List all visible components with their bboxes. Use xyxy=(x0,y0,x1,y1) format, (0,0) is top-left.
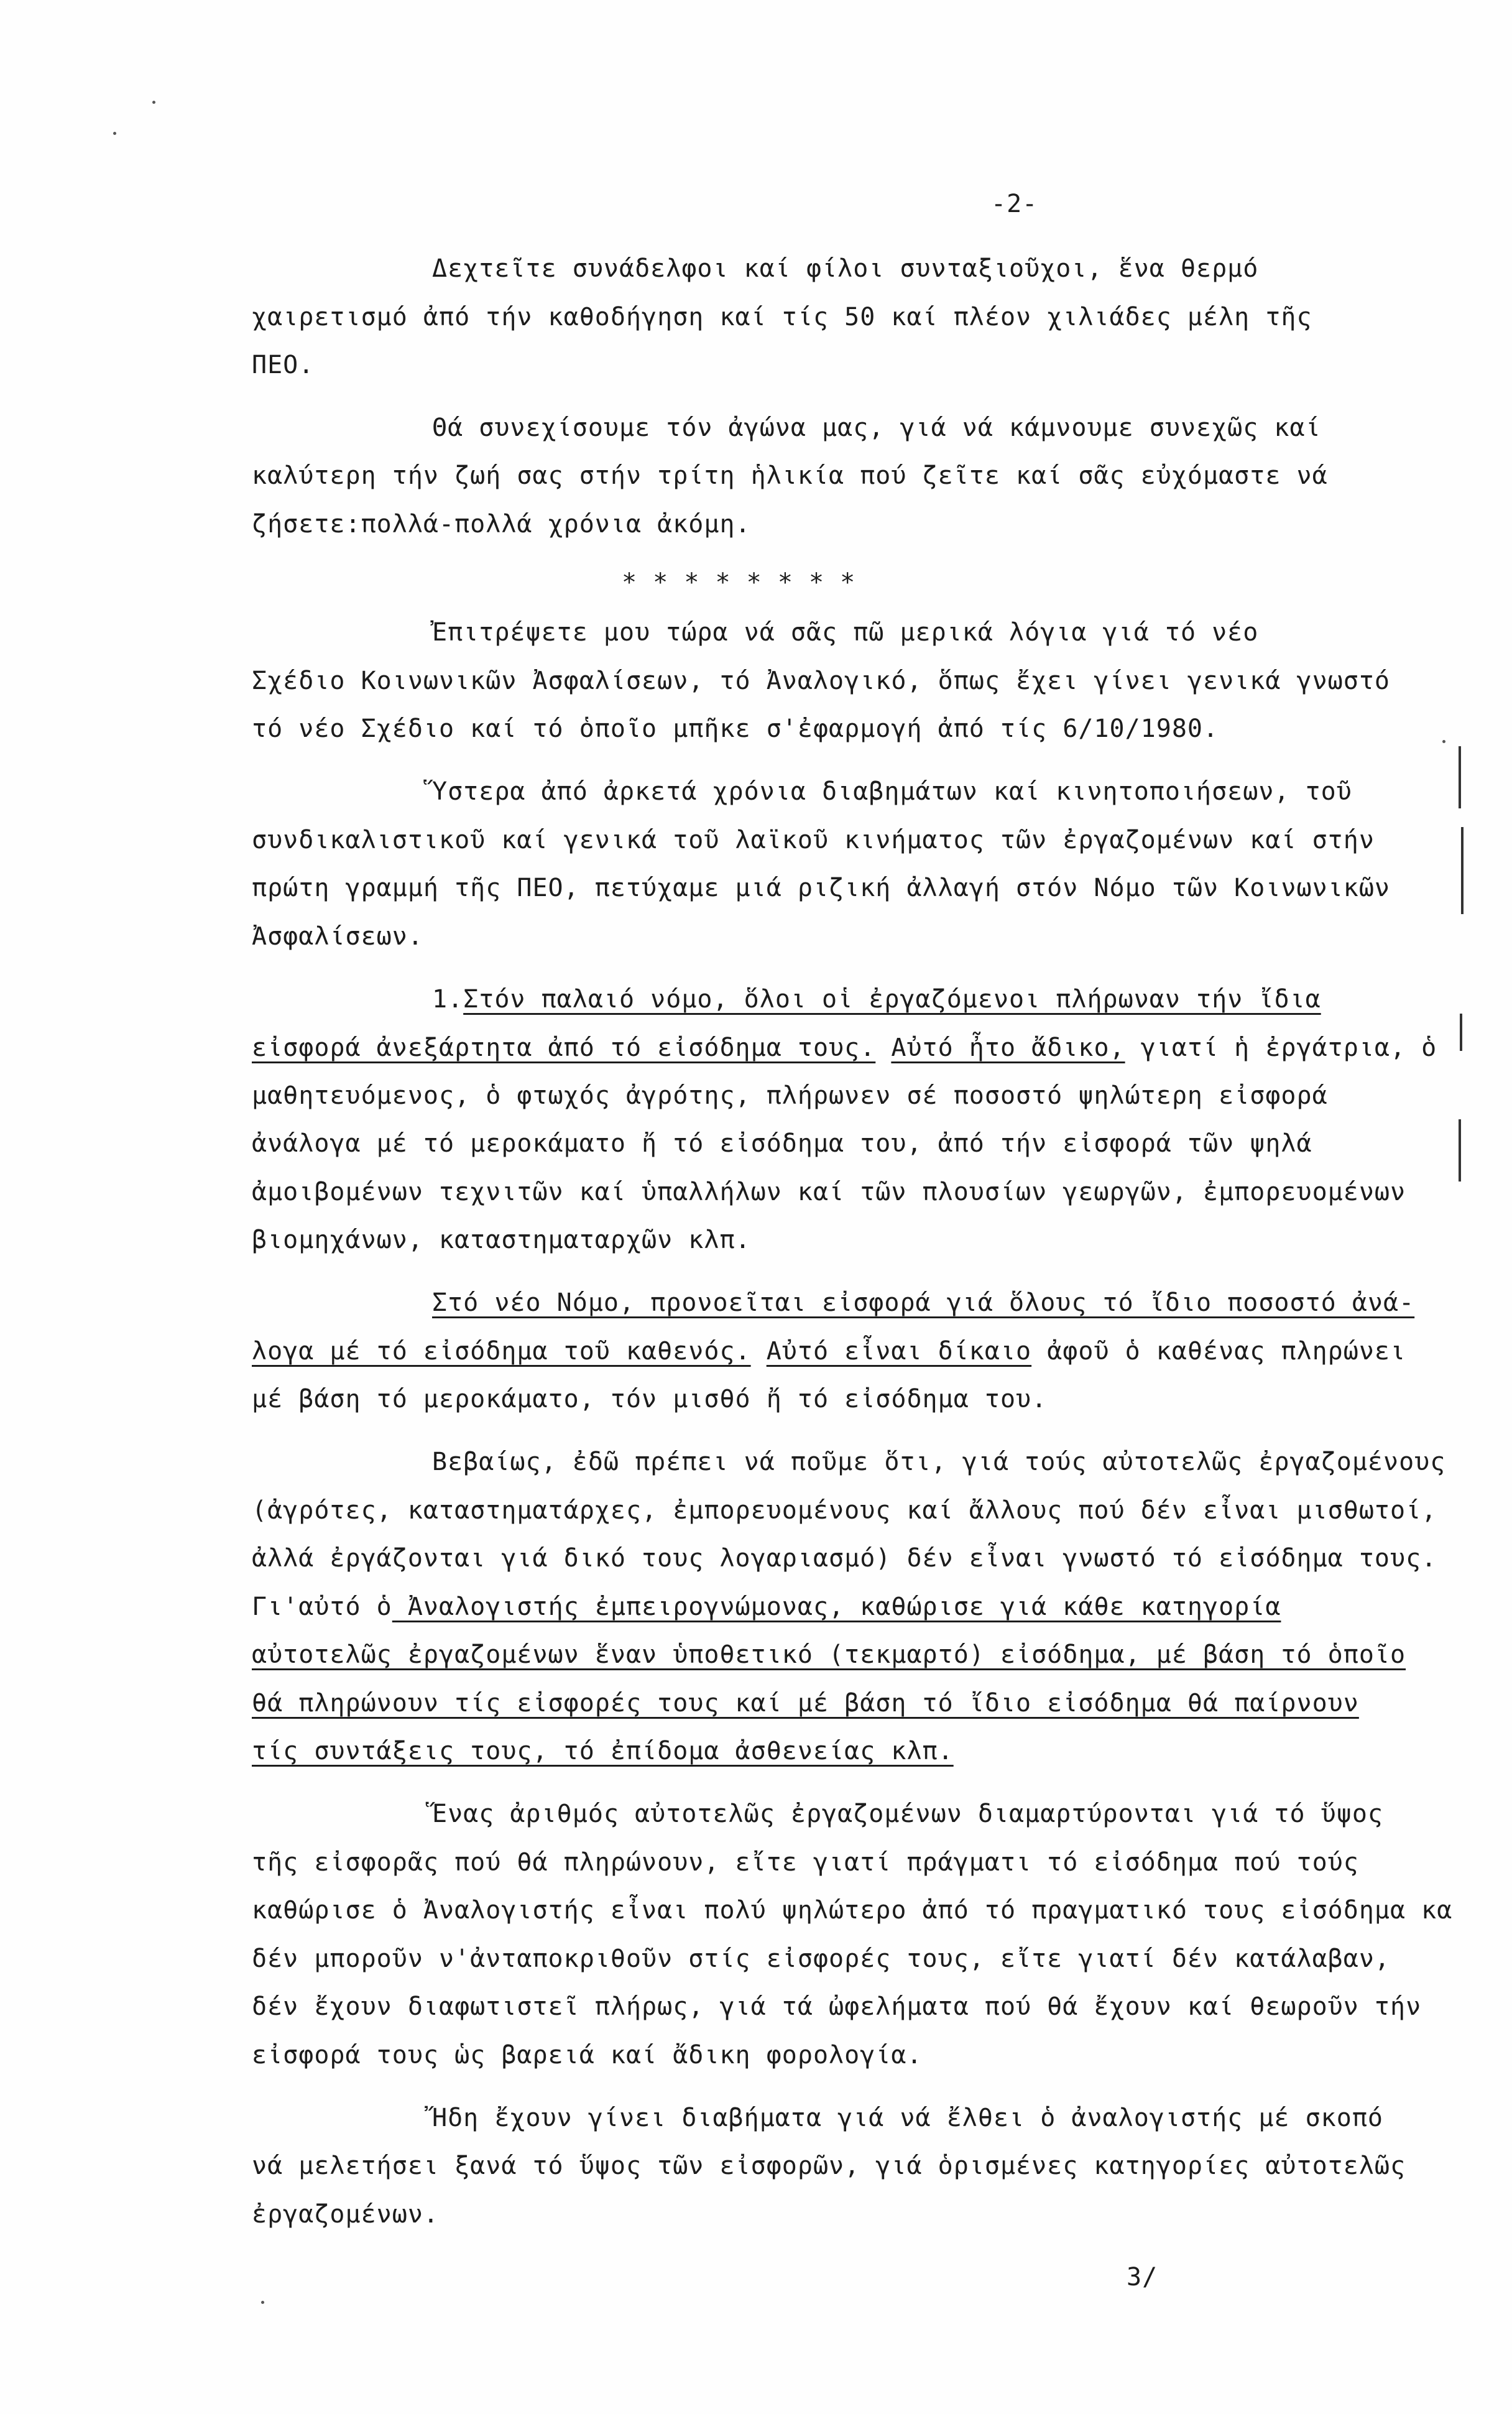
list-number: 1. xyxy=(432,985,464,1014)
text-line: βιομηχάνων, καταστηματαρχῶν κλπ. xyxy=(252,1226,751,1254)
underlined-text: λογα μέ τό εἰσόδημα τοῦ καθενός. xyxy=(252,1337,751,1366)
underlined-text: τίς συντάξεις τους, τό ἐπίδομα ἀσθενείας κλπ. xyxy=(252,1737,954,1765)
text-line: Θά συνεχίσουμε τόν ἀγώνα μας, γιά νά κάμνουμε συνεχῶς καί xyxy=(432,414,1321,442)
text-line: Βεβαίως, ἐδῶ πρέπει νά ποῦμε ὅτι, γιά τούς αὐτοτελῶς ἐργαζομένους xyxy=(432,1448,1446,1476)
underlined-text: Αὐτό ἦτο ἄδικο, xyxy=(891,1034,1125,1062)
text-line: (ἀγρότες, καταστηματάρχες, ἐμπορευομένους καί ἄλλους πού δέν εἶναι μισθωτοί, xyxy=(252,1496,1437,1525)
text-line: Ἤδη ἔχουν γίνει διαβήματα γιά νά ἔλθει ὁ ἀναλογιστής μέ σκοπό xyxy=(432,2104,1384,2132)
underlined-text: εἰσφορά ἀνεξάρτητα ἀπό τό εἰσόδημα τους. xyxy=(252,1034,876,1062)
underlined-text: Ἀναλογιστής ἐμπειρογνώμονας, καθώρισε γιά κάθε κατηγορία xyxy=(392,1593,1281,1621)
text-line: Ἐπιτρέψετε μου τώρα νά σᾶς πῶ μερικά λόγια γιά τό νέο xyxy=(432,618,1259,647)
underlined-text: Αὐτό εἶναι δίκαιο xyxy=(766,1337,1032,1366)
text-line: πρώτη γραμμή τῆς ΠΕΟ, πετύχαμε μιά ριζική ἀλλαγή στόν Νόμο τῶν Κοινωνικῶν xyxy=(252,874,1390,902)
text-line: μαθητευόμενος, ὁ φτωχός ἀγρότης, πλήρωνεν σέ ποσοστό ψηλώτερη εἰσφορά xyxy=(252,1081,1328,1110)
text-line: χαιρετισμό ἀπό τήν καθοδήγηση καί τίς 50 καί πλέον χιλιάδες μέλη τῆς xyxy=(252,303,1312,331)
text-line: ἐργαζομένων. xyxy=(252,2200,439,2229)
text-line: τῆς εἰσφορᾶς πού θά πληρώνουν, εἴτε γιατί πράγματι τό εἰσόδημα πού τούς xyxy=(252,1848,1359,1877)
text-line: ΠΕΟ. xyxy=(252,351,315,379)
page-number: -2- xyxy=(991,190,1038,218)
scan-speck xyxy=(1442,740,1445,743)
text-line: καλύτερη τήν ζωή σας στήν τρίτη ἡλικία πού ζεῖτε καί σᾶς εὐχόμαστε νά xyxy=(252,461,1328,490)
text-line: εἰσφορά τους ὡς βαρειά καί ἄδικη φορολογία. xyxy=(252,2041,923,2069)
text-line: δέν ἔχουν διαφωτιστεῖ πλήρως, γιά τά ὠφελήματα πού θά ἔχουν καί θεωροῦν τήν xyxy=(252,1992,1422,2021)
text-line: ἀλλά ἐργάζονται γιά δικό τους λογαριασμό) δέν εἶναι γνωστό τό εἰσόδημα τους. xyxy=(252,1544,1437,1573)
text-line: Ὕστερα ἀπό ἀρκετά χρόνια διαβημάτων καί κινητοποιήσεων, τοῦ xyxy=(432,777,1352,806)
text-line: καθώρισε ὁ Ἀναλογιστής εἶναι πολύ ψηλώτερο ἀπό τό πραγματικό τους εἰσόδημα κα xyxy=(252,1896,1453,1925)
text-line xyxy=(432,1287,1414,1318)
text-line: ἀνάλογα μέ τό μεροκάματο ἤ τό εἰσόδημα του, ἀπό τήν εἰσφορά τῶν ψηλά xyxy=(252,1129,1312,1158)
text-line xyxy=(432,984,1321,1015)
text-line xyxy=(252,1639,1406,1670)
text-line: συνδικαλιστικοῦ καί γενικά τοῦ λαϊκοῦ κινήματος τῶν ἐργαζομένων καί στήν xyxy=(252,826,1375,854)
text-line: ἀμοιβομένων τεχνιτῶν καί ὑπαλλήλων καί τῶν πλουσίων γεωργῶν, ἐμπορευομένων xyxy=(252,1178,1406,1206)
text-line: λογα μέ τό εἰσόδημα τοῦ καθενός. Αὐτό εἶναι δίκαιο ἀφοῦ ὁ καθένας πληρώνει xyxy=(252,1337,1406,1366)
scan-speck xyxy=(261,2301,264,2304)
text-line xyxy=(252,1736,954,1767)
text-line: Ἕνας ἀριθμός αὐτοτελῶς ἐργαζομένων διαμαρτύρονται γιά τό ὕψος xyxy=(432,1800,1384,1828)
text-line: μέ βάση τό μεροκάματο, τόν μισθό ἤ τό εἰσόδημα του. xyxy=(252,1385,1048,1413)
scan-speck xyxy=(152,101,155,104)
underlined-text: αὐτοτελῶς ἐργαζομένων ἕναν ὑποθετικό (τεκμαρτό) εἰσόδημα, μέ βάση τό ὁποῖο xyxy=(252,1640,1406,1669)
margin-mark xyxy=(1460,1014,1462,1051)
continuation-reference: 3/ xyxy=(1127,2263,1158,2291)
underlined-text: θά πληρώνουν τίς εἰσφορές τους καί μέ βάση τό ἴδιο εἰσόδημα θά παίρνουν xyxy=(252,1689,1359,1718)
margin-mark xyxy=(1459,746,1461,808)
text-line: δέν μποροῦν ν'ἀνταποκριθοῦν στίς εἰσφορές τους, εἴτε γιατί δέν κατάλαβαν, xyxy=(252,1945,1390,1973)
underlined-text: Στόν παλαιό νόμο, ὅλοι οἱ ἐργαζόμενοι πλήρωναν τήν ἴδια xyxy=(463,985,1321,1014)
text-line: νά μελετήσει ξανά τό ὕψος τῶν εἰσφορῶν, γιά ὁρισμένες κατηγορίες αὐτοτελῶς xyxy=(252,2152,1406,2180)
text-line: ζήσετε:πολλά-πολλά χρόνια ἀκόμη. xyxy=(252,510,751,539)
text-line: Σχέδιο Κοινωνικῶν Ἀσφαλίσεων, τό Ἀναλογικό, ὅπως ἔχει γίνει γενικά γνωστό xyxy=(252,667,1390,695)
text-line xyxy=(252,1688,1359,1719)
margin-mark xyxy=(1459,1119,1461,1182)
section-separator: * * * * * * * * xyxy=(622,568,856,597)
text-line: τό νέο Σχέδιο καί τό ὁποῖο μπῆκε σ'ἐφαρμογή ἀπό τίς 6/10/1980. xyxy=(252,714,1219,743)
text-line: εἰσφορά ἀνεξάρτητα ἀπό τό εἰσόδημα τους. Αὐτό ἦτο ἄδικο, γιατί ἡ ἐργάτρια, ὁ xyxy=(252,1034,1437,1062)
text-line: Ἀσφαλίσεων. xyxy=(252,922,423,951)
margin-mark xyxy=(1461,827,1464,914)
text-line: Γι'αὐτό ὁ Ἀναλογιστής ἐμπειρογνώμονας, καθώρισε γιά κάθε κατηγορία xyxy=(252,1593,1281,1621)
scan-speck xyxy=(113,132,116,135)
text-line: Δεχτεῖτε συνάδελφοι καί φίλοι συνταξιοῦχοι, ἕνα θερμό xyxy=(432,254,1259,283)
underlined-text: Στό νέο Νόμο, προνοεῖται εἰσφορά γιά ὅλους τό ἴδιο ποσοστό ἀνά- xyxy=(432,1288,1415,1317)
